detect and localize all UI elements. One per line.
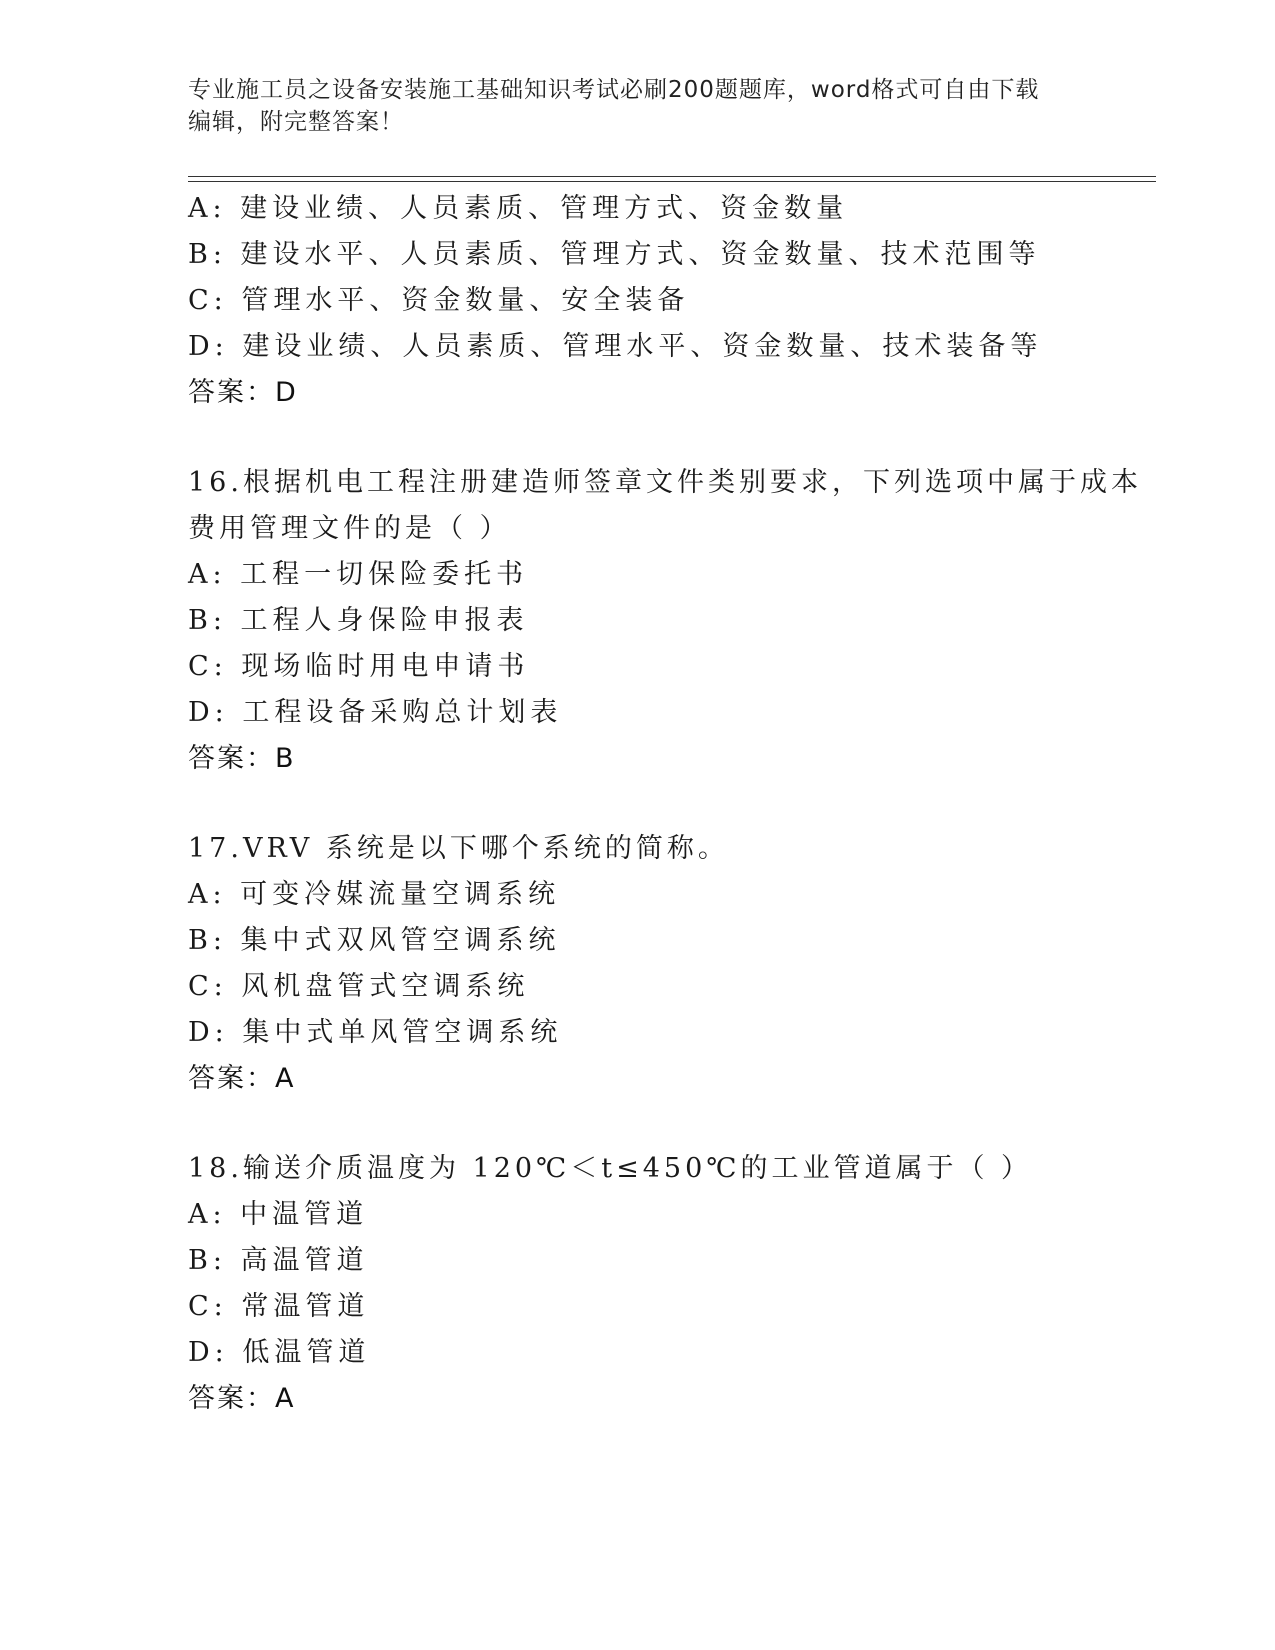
spacer (188, 416, 1128, 460)
option-c: C: 管理水平、资金数量、安全装备 (188, 285, 690, 316)
option-d: D: 低温管道 (188, 1337, 371, 1368)
option-c: C: 现场临时用电申请书 (188, 651, 530, 682)
option-d: D: 建设业绩、人员素质、管理水平、资金数量、技术装备等 (188, 331, 1043, 362)
header-line-2: 编辑，附完整答案！ (188, 109, 404, 135)
option-b: B: 建设水平、人员素质、管理方式、资金数量、技术范围等 (188, 239, 1041, 270)
option-a: A: 可变冷媒流量空调系统 (188, 879, 561, 910)
option-d: D: 工程设备采购总计划表 (188, 697, 563, 728)
option-a: A: 工程一切保险委托书 (188, 559, 529, 590)
question-stem: 18.输送介质温度为 120℃＜t≤450℃的工业管道属于（ ） (188, 1153, 1033, 1184)
spacer (188, 782, 1128, 826)
question-15 (188, 186, 1128, 416)
option-b: B: 高温管道 (188, 1245, 369, 1276)
question-18 (188, 1146, 1128, 1422)
document-header (188, 74, 1088, 138)
option-b: B: 集中式双风管空调系统 (188, 925, 561, 956)
header-divider-bottom (188, 181, 1156, 182)
header-line-1: 专业施工员之设备安装施工基础知识考试必刷200题题库，word格式可自由下载 (188, 77, 1040, 103)
question-16 (188, 460, 1142, 782)
answer: 答案：D (188, 377, 298, 408)
answer: 答案：B (188, 743, 296, 774)
option-c: C: 常温管道 (188, 1291, 370, 1322)
option-c: C: 风机盘管式空调系统 (188, 971, 530, 1002)
question-17 (188, 826, 1128, 1102)
question-stem: 16.根据机电工程注册建造师签章文件类别要求，下列选项中属于成本 (188, 467, 1142, 498)
answer: 答案：A (188, 1383, 296, 1414)
answer: 答案：A (188, 1063, 296, 1094)
option-d: D: 集中式单风管空调系统 (188, 1017, 563, 1048)
question-stem: 17.VRV 系统是以下哪个系统的简称。 (188, 833, 729, 864)
header-divider-top (188, 176, 1156, 177)
option-a: A: 中温管道 (188, 1199, 369, 1230)
option-a: A: 建设业绩、人员素质、管理方式、资金数量 (188, 193, 849, 224)
question-stem-continued: 费用管理文件的是（ ） (188, 513, 511, 544)
question-list (188, 186, 1142, 1422)
spacer (188, 1102, 1128, 1146)
option-b: B: 工程人身保险申报表 (188, 605, 529, 636)
